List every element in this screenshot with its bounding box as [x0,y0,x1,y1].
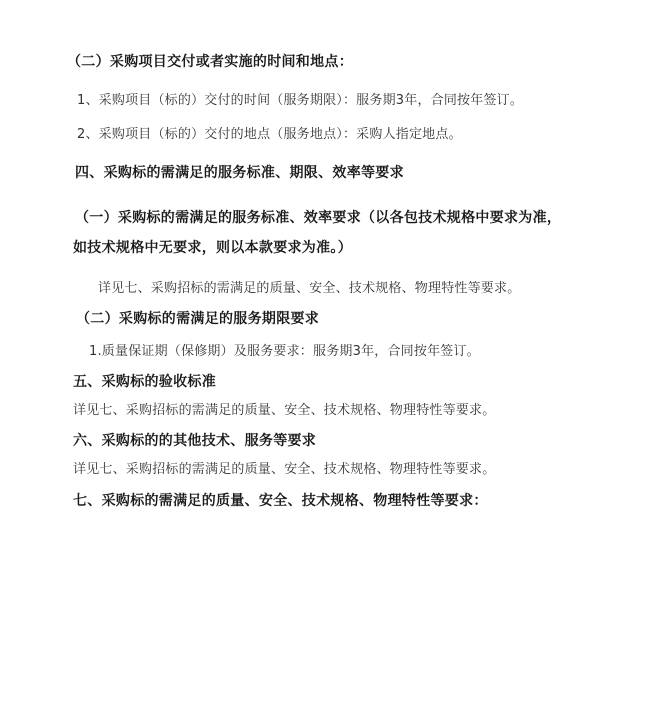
paragraph-see-section-seven: 详见七、采购招标的需满足的质量、安全、技术规格、物理特性等要求。 [98,281,521,296]
paragraph-see-section-seven-acceptance: 详见七、采购招标的需满足的质量、安全、技术规格、物理特性等要求。 [73,403,496,418]
section-heading-service-standards: 四、采购标的需满足的服务标准、期限、效率等要求 [75,165,404,181]
section-heading-delivery-time-place: （二）采购项目交付或者实施的时间和地点： [67,54,353,70]
section-heading-other-requirements: 六、采购标的的其他技术、服务等要求 [73,433,317,449]
section-heading-acceptance-standard: 五、采购标的验收标准 [73,374,216,390]
subsection-heading-service-efficiency: （一）采购标的需满足的服务标准、效率要求（以各包技术规格中要求为准， [75,210,562,226]
subsection-heading-service-efficiency-continued: 如技术规格中无要求，则以本款要求为准。） [73,240,352,256]
section-heading-quality-specs: 七、采购标的需满足的质量、安全、技术规格、物理特性等要求： [73,493,488,509]
paragraph-delivery-place: 2、采购项目（标的）交付的地点（服务地点）：采购人指定地点。 [77,127,462,142]
paragraph-see-section-seven-other: 详见七、采购招标的需满足的质量、安全、技术规格、物理特性等要求。 [73,462,496,477]
paragraph-warranty-service: 1.质量保证期（保修期）及服务要求：服务期3年，合同按年签订。 [89,344,480,359]
subsection-heading-service-period: （二）采购标的需满足的服务期限要求 [76,311,320,327]
paragraph-delivery-time: 1、采购项目（标的）交付的时间（服务期限）：服务期3年，合同按年签订。 [77,93,524,108]
